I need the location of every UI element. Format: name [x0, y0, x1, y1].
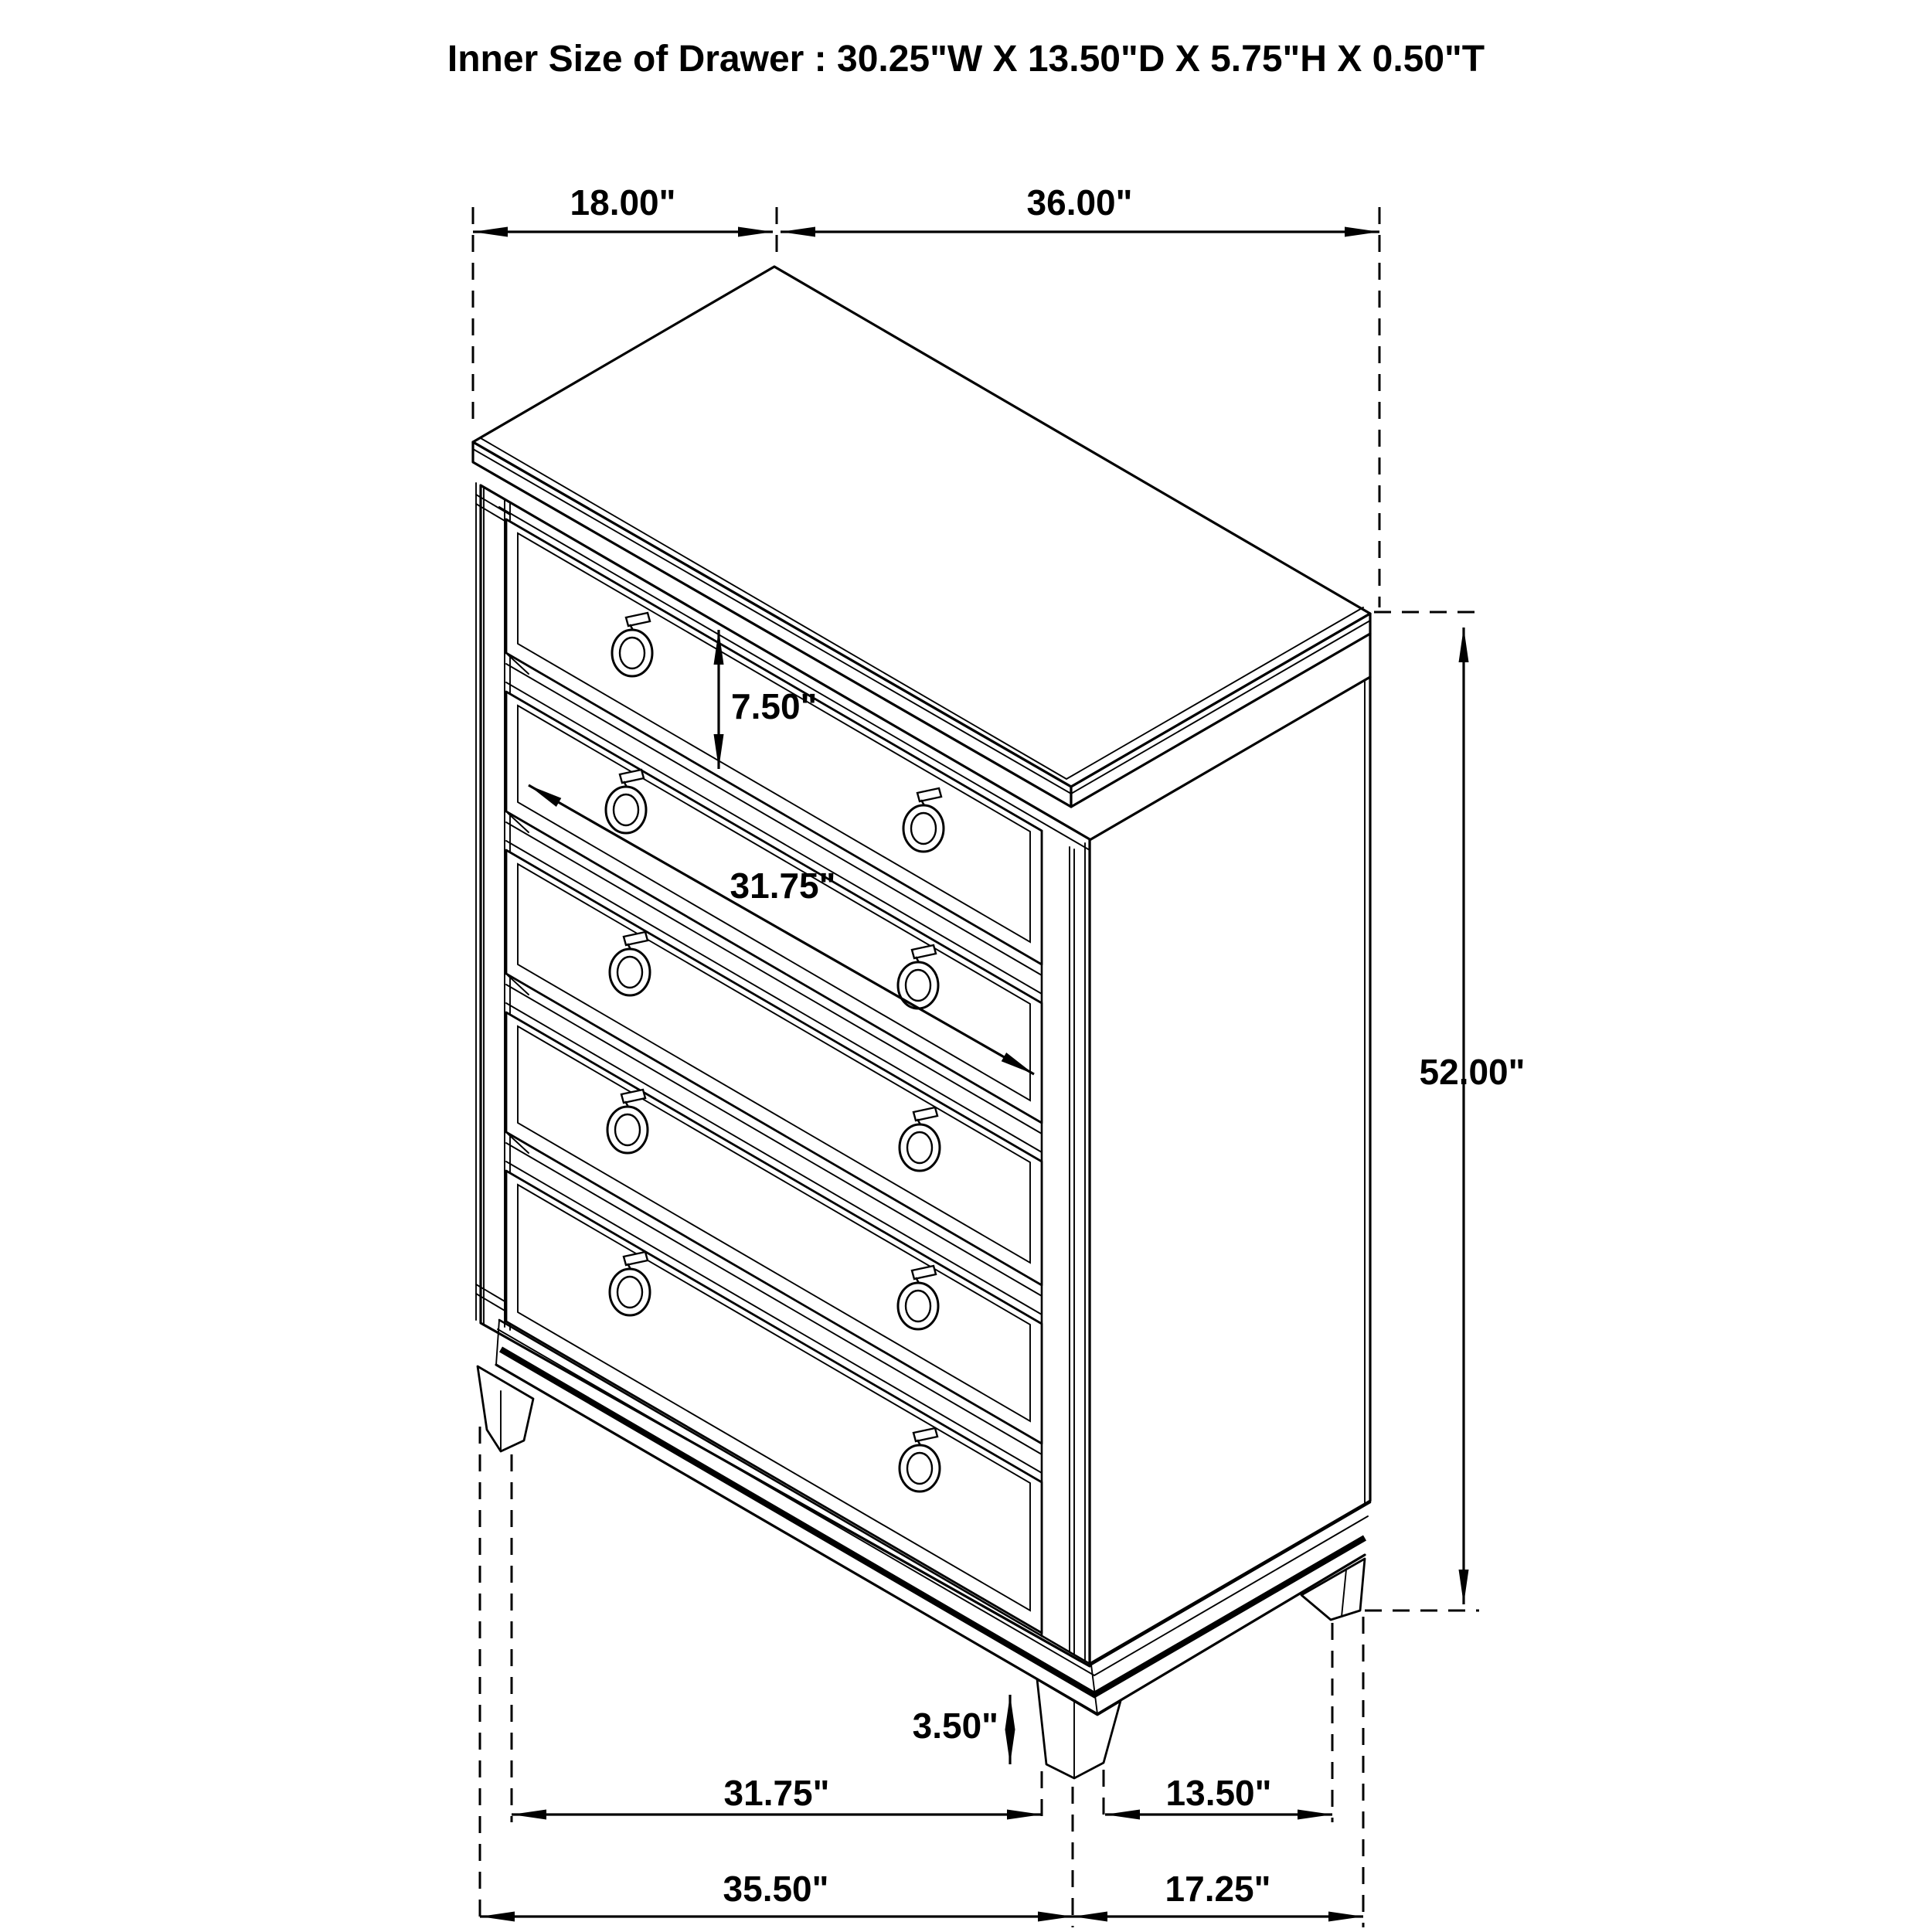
dimension-label: 7.50": [731, 686, 818, 726]
dimension-label: 13.50": [1165, 1773, 1272, 1813]
dimension-label: 35.50": [723, 1869, 829, 1909]
dimension-label: 3.50": [912, 1706, 998, 1746]
dimension-label: 31.75": [730, 866, 836, 906]
page-title: Inner Size of Drawer : 30.25"W X 13.50"D X 5.75"H X 0.50"T: [447, 39, 1485, 80]
dimension-label: 31.75": [723, 1773, 830, 1813]
dimension-label: 36.00": [1026, 182, 1133, 223]
dimension-label: 52.00": [1419, 1052, 1526, 1092]
dimension-label: 17.25": [1165, 1869, 1271, 1909]
dimension-label: 18.00": [570, 182, 676, 223]
